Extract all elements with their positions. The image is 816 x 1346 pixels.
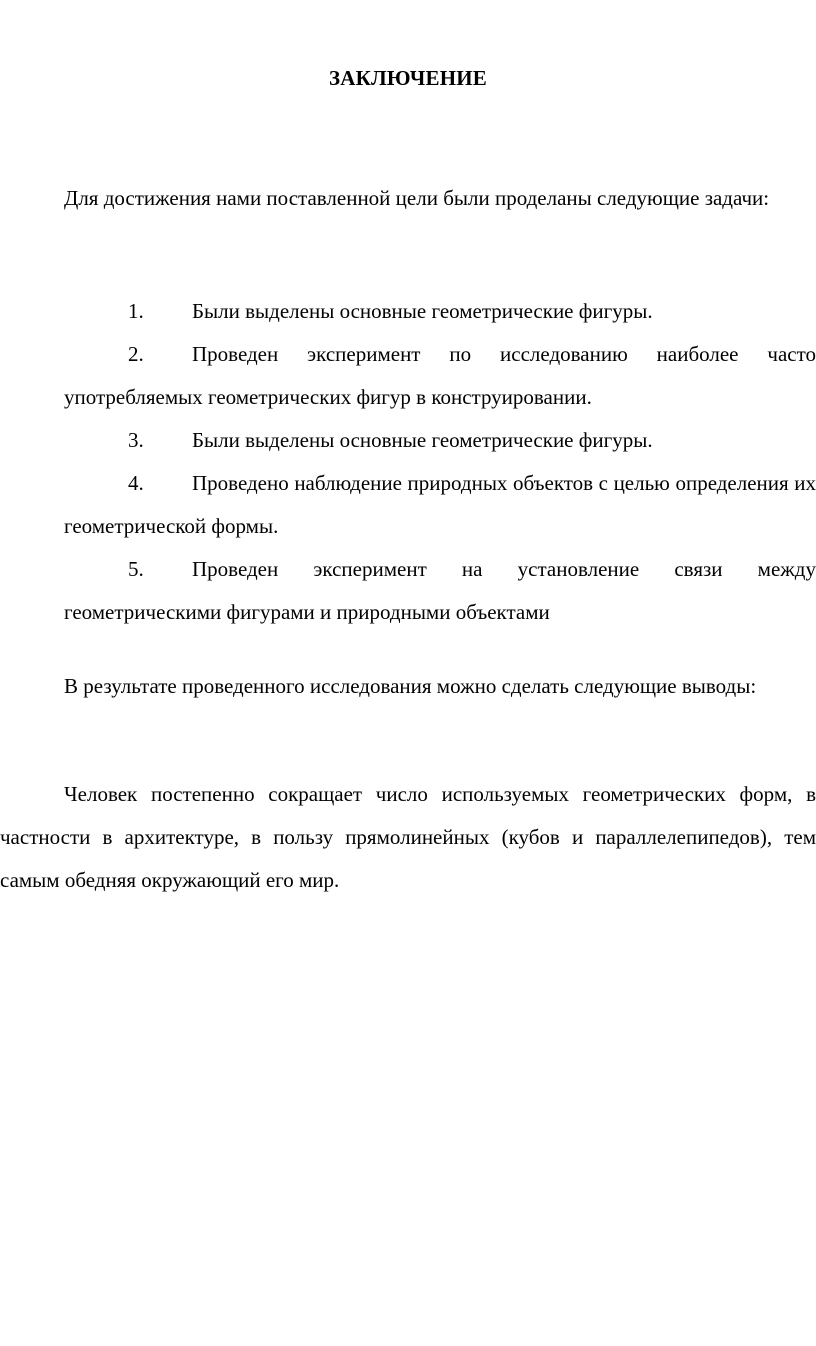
- list-item-number: 4.: [128, 471, 144, 495]
- conclusion-paragraph: Человек постепенно сокращает число используемых геометрических форм, в частности в архитектуре, в пользу прямолинейных (кубов и параллелепипедов), тем самым обедняя окружающий его мир.: [0, 782, 816, 892]
- list-item: [64, 462, 816, 548]
- results-intro-paragraph: В результате проведенного исследования можно сделать следующие выводы:: [64, 674, 757, 698]
- list-item: [64, 333, 816, 419]
- list-item-number: 2.: [128, 342, 144, 366]
- list-item: [64, 419, 816, 462]
- page-title: ЗАКЛЮЧЕНИЕ: [328, 66, 488, 90]
- list-item-number: 3.: [128, 428, 144, 452]
- list-item-number: 5.: [128, 557, 144, 581]
- list-item-text: Были выделены основные геометрические фигуры.: [192, 428, 653, 452]
- tasks-list: [64, 290, 816, 634]
- list-item-text: Были выделены основные геометрические фигуры.: [192, 299, 653, 323]
- list-item: [64, 548, 816, 634]
- list-item-text: Проведено наблюдение природных объектов с целью определения их геометрической формы.: [64, 471, 816, 538]
- list-item-text: Проведен эксперимент по исследованию наиболее часто употребляемых геометрических фигур в конструировании.: [64, 342, 816, 409]
- list-item-text: Проведен эксперимент на установление связи между геометрическими фигурами и природными объектами: [64, 557, 816, 624]
- list-item: [64, 290, 816, 333]
- list-item-number: 1.: [128, 299, 144, 323]
- intro-paragraph: Для достижения нами поставленной цели были проделаны следующие задачи:: [64, 186, 770, 210]
